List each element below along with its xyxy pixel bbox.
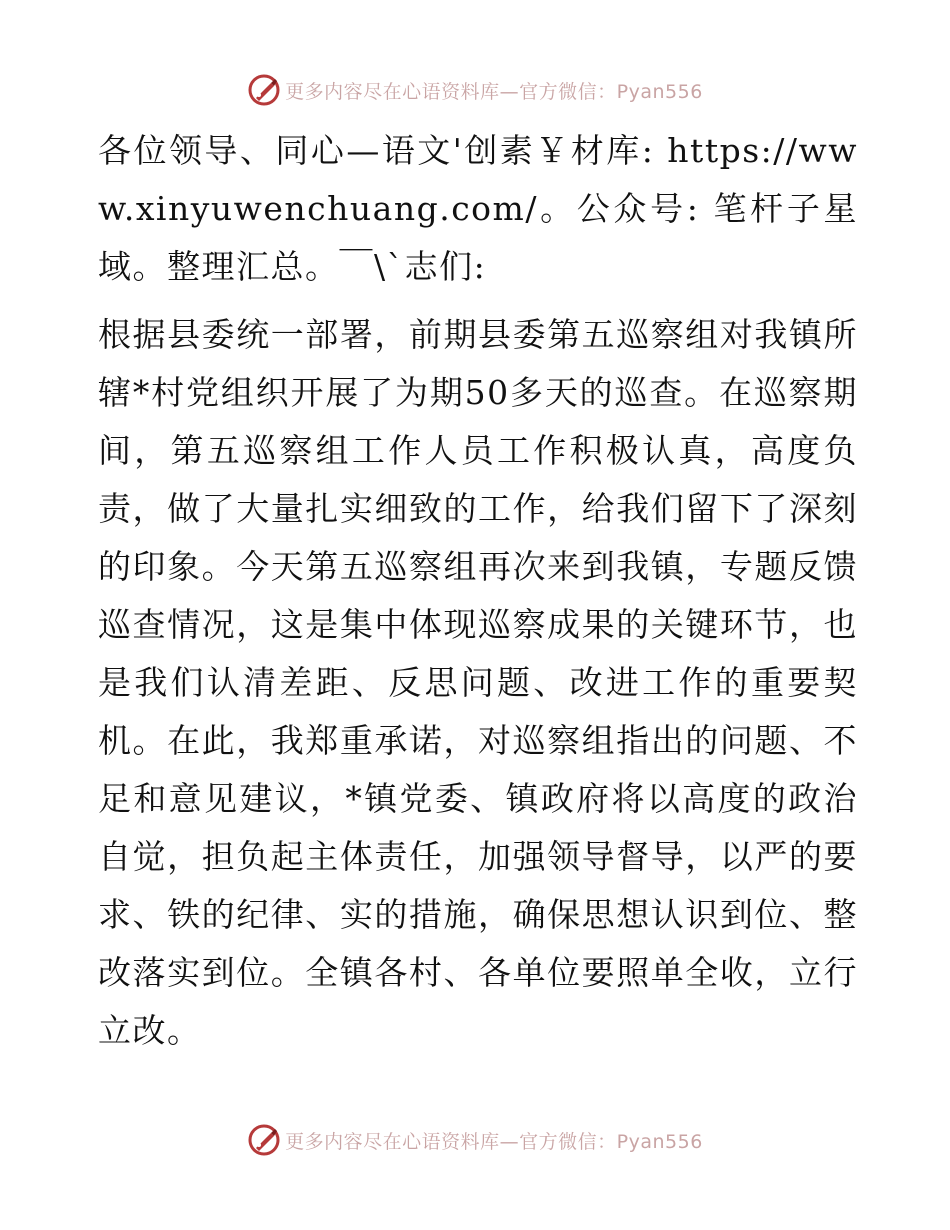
header-banner — [0, 70, 950, 110]
header-banner-text: 更多内容尽在心语资料库—官方微信：Pyan556 — [285, 80, 703, 103]
paragraph-main: 根据县委统一部署，前期县委第五巡察组对我镇所辖*村党组织开展了为期50多天的巡查。在巡察期间，第五巡察组工作人员工作积极认真，高度负责，做了大量扎实细致的工作，给我们留下了深刻的印象。今天第五巡察组再次来到我镇，专题反馈巡查情况，这是集中体现巡察成果的关键环节，也是我们认清差距、反思问题、改进工作的重要契机。在此，我郑重承诺，对巡察组指出的问题、不足和意见建议，*镇党委、镇政府将以高度的政治自觉，担负起主体责任，加强领导督导，以严的要求、铁的纪律、实的措施，确保思想认识到位、整改落实到位。全镇各村、各单位要照单全收，立行立改。 — [98, 315, 858, 1050]
document-body — [98, 122, 858, 1060]
footer-banner-text: 更多内容尽在心语资料库—官方微信：Pyan556 — [285, 1130, 703, 1153]
quill-pen-logo-icon — [247, 73, 281, 107]
footer-banner — [0, 1120, 950, 1160]
quill-pen-logo-icon — [247, 1123, 281, 1157]
paragraph-greeting: 各位领导、同心—语文'创素￥材库: https://www.xinyuwenchuang.com/。公众号: 笔杆子星域。整理汇总。￣\`志们: — [98, 131, 858, 286]
